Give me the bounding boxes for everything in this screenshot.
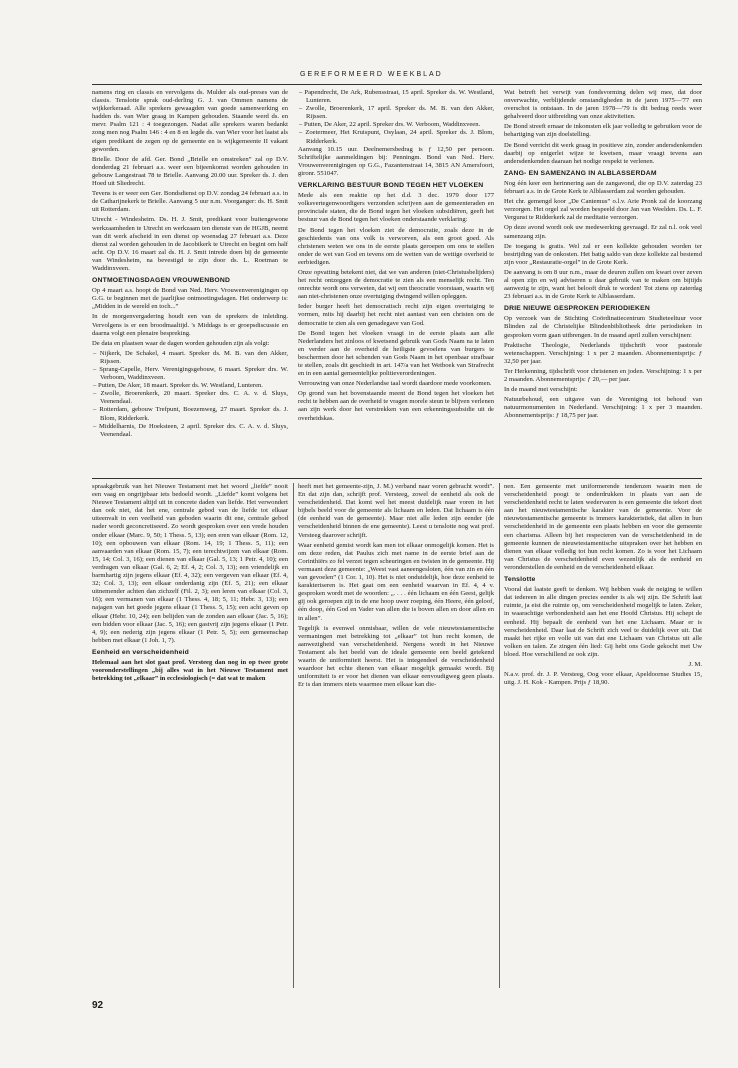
bottom-column-3 bbox=[504, 483, 702, 993]
list-item: – Zoetermeer, Het Kruispunt, Osylaan, 24 april. Spreker ds. J. Blom, Ridderkerk. bbox=[306, 129, 494, 145]
list-item: – Nijkerk, De Schakel, 4 maart. Spreker ds. M. B. van den Akker, Rijssen. bbox=[100, 350, 288, 366]
paragraph: Utrecht - Windesheim. Ds. H. J. Smit, predikant voor buitengewone werkzaamheden te Utrecht en werkzaam ten dienste van de HGJB, neemt van dit werk afscheid in een dienst op woensdag 27 februari a.s. Deze dienst zal worden gehouden in de Jacobikerk te Utrecht en begint om half acht. Op D.V. 16 maart zal ds. H. J. Smit intrede doen bij de gemeente van Windesheim, na bevestigd te zijn door ds. L. Roetman te Waddinxveen. bbox=[92, 216, 288, 272]
paragraph: heeft met het gemeente-zijn, J. M.) verband naar voren gebracht wordt”. En dat zijn dan, schrijft prof. Versteeg, zowel de eenheid als ook de verscheidenheid. Dat komt wel het meest duidelijk naar voren in het bijbels beeld voor de gemeente als lichaam en leden. Dat lichaam is één (de eenheid van de gemeente). Maar niet alle leden zijn eender (de verscheidenheid binnen de ene gemeente). Leest u tenslotte nog wat prof. Versteeg daarover schrijft. bbox=[298, 483, 494, 539]
paragraph: Tevens is er weer een Ger. Bondsdienst op D.V. zondag 24 februari a.s. in de Catharijnekerk te Brielle. Aanvang 5 uur n.m. Voorganger: ds. H. Smit uit Rotterdam. bbox=[92, 190, 288, 214]
list-item: – Putten, De Aker, 22 april. Spreker drs. W. Verboom, Waddinxveen. bbox=[306, 121, 494, 129]
paragraph: Ter Herkenning, tijdschrift voor christenen en joden. Verschijning: 1 x per 2 maanden. Abonnementsprijs: ƒ 20,— per jaar. bbox=[504, 367, 702, 383]
meeting-list bbox=[298, 89, 494, 146]
signature: J. M. bbox=[688, 660, 702, 668]
header-rule bbox=[92, 84, 702, 85]
list-item: – Zwolle, Broerenkerk, 17 april. Spreker ds. M. B. van den Akker, Rijssen. bbox=[306, 105, 494, 121]
top-column-1 bbox=[92, 89, 288, 475]
paragraph: De data en plaatsen waar de dagen worden gehouden zijn als volgt: bbox=[92, 339, 270, 347]
list-item: – Sprang-Capelle, Herv. Verenigingsgebouw, 6 maart. Spreker drs. W. Verboom, Waddinxveen. bbox=[100, 366, 288, 382]
column-divider bbox=[293, 483, 294, 988]
paragraph: De Bond streeft ernaar de inkomsten elk jaar volledig te gebruiken voor de behartiging van zijn doelstelling. bbox=[504, 123, 702, 139]
running-head: GEREFORMEERD WEEKBLAD bbox=[300, 71, 443, 78]
paragraph: Nog één keer een herinnering aan de zangavond, die op D.V. zaterdag 23 februari a.s. in de Grote Kerk te Alblasserdam zal worden gehouden. bbox=[504, 179, 702, 196]
paragraph: In de morgenvergadering houdt een van de sprekers de inleiding. Vervolgens is er een broodmaaltijd. 's Middags is er groepsdiscussie en daarna volgt een plenaire bespreking. bbox=[92, 313, 288, 337]
paragraph: Het chr. gemengd koor „De Cantemus” o.l.v. Arie Pronk zal de koorzang verzorgen. Het orgel zal worden bespeeld door Jan van Weelden. Ds. L. F. Vergunst te Ridderkerk zal de meditatie verzorgen. bbox=[504, 198, 702, 222]
top-column-2 bbox=[298, 89, 494, 475]
section-heading: Eenheid en verscheidenheid bbox=[92, 648, 189, 656]
paragraph: Op verzoek van de Stichting Coördinatiecentrum Studieteeltuur voor Blinden zal de Christelijke Blindenbibliotheek drie periodieken in gesproken vorm gaan uitbrengen. In de maand april zullen verschijnen: bbox=[504, 315, 702, 339]
list-item: – Rotterdam, gebouw Trefpunt, Boezemweg, 27 maart. Spreker ds. J. Blom, Ridderkerk. bbox=[100, 406, 288, 422]
paragraph: Praktische Theologie, Nederlands tijdschrift voor pastorale wetenschappen. Verschijning: 1 x per 2 maanden. Abonnementsprijs: ƒ 32,50 per jaar. bbox=[504, 341, 702, 365]
paragraph: Helemaal aan het slot gaat prof. Versteeg dan nog in op twee grote vooronderstellingen „bij alles wat in het Nieuwe Testament met betrekking tot „elkaar” in ecclesiologisch (= dat wat te maken bbox=[92, 658, 288, 683]
paragraph: nen. Een gemeente met uniformerende tendenzen waarin men de verscheidenheid poogt te onderdrukken in plaats van aan de verscheidenheid recht te laten wedervaren is een gemeente die tekort doet aan het nieuwtestamentische karakter van de gemeente. Voor de nieuwtestamentische gemeente is immers karakteristiek, dat allen in hun verscheidenheid in de gemeente een plaats hebben en voor die gemeente een charisma. Alleen bij het respecteren van de verscheidenheid in de gemeente kunnen de nieuwtestamentische uitspraken over het hebben en dienen van elkaar volledig tot hun recht komen. Zo is voor het Lichaam van Christus de verscheidenheid even wezenlijk als de eenheid en veronderstellen de eenheid en de verscheidenheid elkaar. bbox=[504, 483, 702, 571]
paragraph: De toegang is gratis. Wel zal er een kollekte gehouden worden ter bestrijding van de onkosten. Het batig saldo van deze kollekte zal bestemd zijn voor „Restauratie-orgel” in de Grote Kerk. bbox=[504, 242, 702, 266]
paragraph: Ieder burger heeft het democratisch recht zijn eigen overtuiging te vormen, mits hij daarbij het recht niet aantast van een christen om de democratie te zien als een genadegave van God. bbox=[298, 303, 494, 327]
column-divider bbox=[499, 483, 500, 988]
section-rule bbox=[92, 478, 702, 479]
list-item: – Middelharnis, De Hoeksteen, 2 april. Spreker drs. C. A. v. d. Sluys, Veenendaal. bbox=[100, 423, 288, 439]
paragraph: Mede als een reaktie op het d.d. 3 dec. 1979 door 177 volksvertegenwoordigers verzonden schrijven aan de gemeenteraden en provinciale staten, die de Bond tegen het vloeken subsidiëren, geeft het bestuur van de Bond tegen het vloeken onderstaande verklaring: bbox=[298, 192, 494, 224]
paragraph: Op 4 maart a.s. hoopt de Bond van Ned. Herv. Vrouwenverenigingen op G.G. te beginnen met de jaarlijkse ontmoetingsdagen. Het onderwerp is: „Midden in de wereld en toch...” bbox=[92, 287, 288, 311]
top-column-3 bbox=[504, 89, 702, 475]
paragraph: De aanvang is om 8 uur n.m., maar de deuren zullen om kwart over zeven al open zijn en wij adviseren u daar gebruik van te maken om bijtijds aanwezig te zijn, want het belooft druk te worden! Tot ziens op zaterdag 23 februari a.s. in de Grote Kerk te Alblasserdam. bbox=[504, 268, 702, 301]
section-heading: VERKLARING BESTUUR BOND TEGEN HET VLOEKEN bbox=[298, 182, 484, 190]
paragraph: N.a.v. prof. dr. J. P. Versteeg, Oog voor elkaar, Apeldoornse Studies 15, uitg. J. H. Kok - Kampen. Prijs ƒ 18,90. bbox=[504, 671, 702, 687]
paragraph: Onze opvatting betekent niet, dat we van anderen (niet-Christusbelijders) het recht ontzeggen de democratie te zien als een menselijk recht. Ten onrechte wordt ons verweten, dat wij een theocratie voorstaan, waarin wij aan niet-christenen onze overtuiging dwingend willen opleggen. bbox=[298, 268, 494, 301]
bottom-column-1 bbox=[92, 483, 288, 993]
meeting-list bbox=[92, 350, 288, 439]
page-number: 92 bbox=[92, 1000, 104, 1011]
paragraph: De Bond tegen het vloeken vraagt in de eerste plaats aan alle Nederlanders het zinloos of kwetsend gebruik van Gods Naam na te laten en verder aan de overheid de heiligste gevoelens van burgers te beschermen door het schenden van Gods Naam in het openbaar strafbaar te stellen, zoals dit geschiedt in art. 147/a van het Wetboek van Strafrecht en in een aantal gemeentelijke politieverordeningen. bbox=[298, 329, 494, 378]
list-item: – Zwolle, Broerenkerk, 20 maart. Spreker drs. C. A. v. d. Sluys, Veenendaal. bbox=[100, 390, 288, 406]
paragraph: Natuurbehoud, een uitgave van de Vereniging tot behoud van natuurmonumenten in Nederland. Verschijning: 1 x per 3 maanden. Abonnementsprijs: ƒ 18,75 per jaar. bbox=[504, 396, 702, 420]
paragraph: Op grond van het bovenstaande meent de Bond tegen het vloeken het recht te hebben aan de overheid te vragen morele steun te blijven verlenen aan zijn werk door het verstrekken van een erkenningssubsidie uit de overheidskas. bbox=[298, 390, 494, 422]
list-item: – Putten, De Aker, 18 maart. Spreker ds. W. Westland, Lunteren. bbox=[100, 382, 288, 390]
paragraph: Aanvang 10.15 uur. Deelnemersbedrag is ƒ 12,50 per persoon. Schriftelijke aanmeldingen bij: Penningm. Bond van Ned. Herv. Vrouwenverenigingen op G.G., Fazantenstraat 14, 3815 AN Amersfoort, gironr. 551047. bbox=[298, 145, 494, 177]
paragraph: Wat betreft het verwijt van fondsvorming delen wij mee, dat door onverwachte, verblijdende omstandigheden in de jaren 1975—'77 een overschot is ontstaan. In de jaren 1978—'79 is dit bedrag reeds weer gehalveerd door uitbreiding van onze aktiviteiten. bbox=[504, 89, 702, 121]
paragraph: In de maand mei verschijnt: bbox=[504, 386, 578, 394]
section-heading: DRIE NIEUWE GESPROKEN PERIODIEKEN bbox=[504, 305, 650, 313]
paragraph: spraakgebruik van het Nieuwe Testament met het woord „liefde” nooit een vaag en ongrijpbaar iets bedoeld wordt. „Liefde” komt volgens het Nieuwe Testament altijd uit in concrete daden van liefde. Het verwondert dan ook niet, dat het ene, centrale gebod van de liefde tot elkaar uiteenvalt in een veelheid van geboden waarin dit ene, centrale gebod nader wordt geconcretiseerd. Zo wordt gesproken over een vrede houden onder elkaar (Marc. 9, 50; 1 Thess. 5, 13); een eren van elkaar (Rom. 12, 10); een opbouwen van elkaar (Rom. 14, 19; 1 Thess. 5, 11); een aanvaarden van elkaar (Rom. 15, 7); een terechtwijzen van elkaar (Rom. 15, 14; Col. 3, 16); een dienen van elkaar (Gal. 5, 13; 1 Petr. 4, 10); een verdragen van elkaar (Gal. 6, 2; Ef. 4, 2; Col. 3, 13); een vriendelijk en barmhartig zijn jegens elkaar (Ef. 4, 32); een vergeven van elkaar (Ef. 4, 32; Col. 3, 13); een elkaar onderdanig zijn (Ef. 5, 21); een elkaar uitnemender achten dan zichzelf (Fil. 2, 3); een leren van elkaar (Col. 3, 16); een vermanen van elkaar (1 Thess. 4, 18; 5, 11; Hebr. 3, 13); een najagen van het goede jegens elkaar (1 Thess. 5, 15); een acht geven op elkaar (Hebr. 10, 24); een belijden van de zonden aan elkaar (Jac. 5, 16); een bidden voor elkaar (Jac. 5, 16); een gastvrij zijn jegens elkaar (1 Petr. 4, 9); een nederig zijn jegens elkaar (1 Petr. 5, 5); een gemeenschap hebben met elkaar (1 Joh. 1, 7). bbox=[92, 483, 288, 644]
paragraph: De Bond tegen het vloeken ziet de democratie, zoals deze in de geschiedenis van ons volk is verworven, als een groot goed. Als christenen weten we ons in de eerste plaats geroepen om ons te stellen onder de wet van God en tevens om de wetten van de wettige overheid te eerbiedigen. bbox=[298, 226, 494, 266]
paragraph: Verrouwing van onze Nederlandse taal wordt daardoor mede voorkomen. bbox=[298, 380, 492, 388]
section-heading: ONTMOETINGSDAGEN VROUWENBOND bbox=[92, 277, 231, 285]
section-heading: ZANG- EN SAMENZANG IN ALBLASSERDAM bbox=[504, 169, 657, 177]
bottom-column-2 bbox=[298, 483, 494, 993]
paragraph: Brielle. Door de afd. Ger. Bond „Brielle en omstreken” zal op D.V. donderdag 21 februari a.s. weer een bijeenkomst worden gehouden in gebouw Langestraat 78 te Brielle. Aanvang 20.00 uur. Spreker ds. J. den Hoed uit Sliedrecht. bbox=[92, 155, 288, 188]
paragraph: De Bond verricht dit werk graag in positieve zin, zonder andersdenkenden daarbij op enigerlei wijze te kwetsen, maar vraagt tevens aan andersdenkenden daaraan het nodige respekt te verlenen. bbox=[504, 141, 702, 165]
paragraph: namens ring en classis en vervolgens ds. Mulder als oud-preses van de classis. Tenslotte sprak oud-derling G. J. van Ommen namens de wijkkerkeraad. Alle sprekers gewaagden van goede samenwerking en hadden ds. van Wier graag in Kampen gehouden. Staande werd ds. en mevr. Psalm 121 : 4 toegezongen. Nadat alle sprekers waren bedankt zong men nog Psalm 146 : 4 en 8 en legde ds. van Wier voor het laatst als eigen predikant de zegen op de gemeente en is wijkgemeente II vakant geworden. bbox=[92, 89, 288, 153]
paragraph: Op deze avond wordt ook uw medewerking gevraagd. Er zal n.l. ook veel samenzang zijn. bbox=[504, 224, 702, 240]
paragraph: Vooral dat laatste geeft te denken. Wij hebben vaak de neiging te willen dat iedereen in alle dingen precies eender is als wij zijn. De Schrift laat ruimte, ja eist die ruimte op, om verscheidenheid mogelijk te laten. Zeker, in waarachtige verbondenheid aan het ene Hoofd Christus. Hij schept de eenheid. Hij bepaalt de eenheid van het ene Lichaam. Maar er is verscheidenheid. Daar laat de Schrift zich veel te duidelijk over uit. Dat maakt het rijke en volle uit van dat ene Lichaam van Christus uit alle volken en talen. Ze zingen één lied: Gij hebt ons Gode gekocht met Uw bloed. Hoe verschillend ze ook zijn. bbox=[504, 586, 702, 658]
paragraph: Waar eenheid gemist wordt kan men tot elkaar onmogelijk komen. Het is om deze reden, dat Paulus zich met name in de eerste brief aan de Corinthiërs zo fel verzet tegen scheuringen en twisten in de gemeente. Hij vermaant deze gemeente: „Weest vast aaneengesloten, één van zin en één van gevoelen” (1 Cor. 1, 10). Het is niet onduidelijk, hoe deze eenheid te karakteriseren is. Het gaat om een eenheid waarvan in Ef. 4, 4 v. gesproken wordt met de woorden: „. . . . één lichaam en één Geest, gelijk gij ook geroepen zijt in de ene hoop uwer roeping, één Heere, één geloof, één doop, één God en Vader van allen die is boven allen en door allen en in allen”. bbox=[298, 541, 494, 622]
paragraph: Tegelijk is evenwel onmisbaar, willen de vele nieuwtestamentische vermaningen met betrekking tot „elkaar” tot hun recht komen, de aanwezigheid van verscheidenheid. Nergens wordt in het Nieuwe Testament als het beeld van de ideale gemeente een beeld getekend waarin de uniformiteit heerst. Het is integendeel de verscheidenheid waardoor het echte dienen van elkaar mogelijk gemaakt wordt. Bij uniformiteit is er voor het dienen van elkaar eenvoudigweg geen plaats. Er is dan immers niets waarmee men elkaar kan die- bbox=[298, 624, 494, 689]
section-heading: Tenslotte bbox=[504, 576, 536, 584]
list-item: – Papendrecht, De Ark, Rubensstraat, 15 april. Spreker ds. W. Westland, Lunteren. bbox=[306, 89, 494, 105]
